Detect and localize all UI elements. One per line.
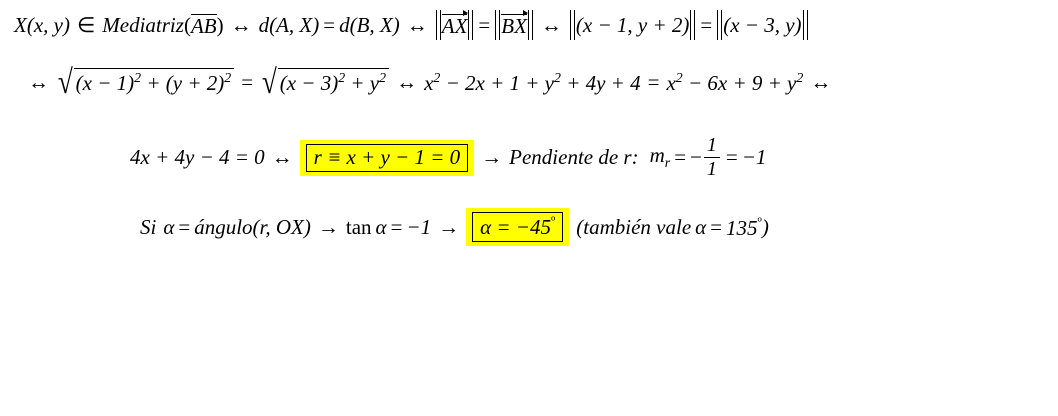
- slope-value: −1: [741, 145, 767, 169]
- arrow-line3: →: [481, 145, 503, 169]
- radicand-right: $(x - 3)^2 + y^2$: [278, 68, 389, 97]
- norm-bar-open-1: [435, 10, 442, 40]
- boxed-line-equation: r ≡ x + y − 1 = 0: [306, 144, 469, 172]
- paren-open: (: [183, 12, 191, 37]
- point-expression: X(x, y): [14, 12, 70, 37]
- distance-ax: d(A, X): [258, 12, 320, 37]
- radical-sign-icon: √: [57, 64, 73, 101]
- norm-bar-close-2: [527, 10, 534, 40]
- equals-1: =: [323, 12, 336, 37]
- iff-symbol-line3: ↔: [271, 145, 293, 169]
- tan-value: −1: [406, 214, 432, 239]
- norm-bar-open-3: [569, 10, 576, 40]
- slope-fraction: [704, 135, 720, 180]
- element-of-symbol: ∈: [76, 12, 96, 37]
- arrow-line4-1: →: [317, 214, 339, 239]
- tan-equals: =: [390, 214, 403, 239]
- fraction-numerator: 1: [706, 134, 717, 156]
- distance-bx: d(B, X): [339, 12, 400, 37]
- slope-equals-2: =: [725, 145, 738, 169]
- expanded-right: $x^2 - 6x + 9 + y^2$: [666, 70, 804, 96]
- equals-expanded: =: [647, 70, 660, 95]
- iff-symbol-start: ↔: [28, 70, 49, 95]
- tan-function: tan: [345, 214, 372, 239]
- highlight-alpha-result: [466, 208, 569, 246]
- note-value: $135^º$: [726, 214, 762, 240]
- arrow-line4-2: →: [438, 214, 460, 239]
- alpha-equals: =: [178, 214, 191, 239]
- note-equals: =: [710, 214, 723, 239]
- radical-sign-icon-2: √: [261, 64, 277, 101]
- radicand-left: $(x - 1)^2 + (y + 2)^2$: [74, 68, 235, 97]
- boxed-alpha-result: $\alpha = -45^º$: [472, 212, 563, 242]
- highlight-line-equation: [300, 140, 475, 176]
- components-ax: (x − 1, y + 2): [575, 12, 690, 37]
- fraction-denominator: 1: [704, 157, 720, 180]
- slope-symbol: $m_r$: [649, 142, 671, 171]
- slope-label: Pendiente de r:: [509, 145, 639, 169]
- note-close: ): [761, 214, 769, 239]
- norm-bar-open-2: [494, 10, 501, 40]
- equals-sqrt: =: [241, 70, 254, 95]
- mediatriz-label: Mediatriz: [102, 12, 184, 37]
- note-alpha: α: [695, 214, 707, 239]
- norm-bar-open-4: [716, 10, 723, 40]
- iff-symbol-2: ↔: [406, 12, 428, 37]
- alpha-symbol: α: [163, 214, 175, 239]
- paren-close: ): [216, 12, 224, 37]
- equation-line-4: [140, 208, 769, 246]
- equals-3: =: [700, 12, 713, 37]
- norm-bar-close-4: [802, 10, 809, 40]
- tan-alpha: α: [375, 214, 387, 239]
- iff-symbol-mid: ↔: [396, 70, 418, 95]
- norm-bar-close-3: [689, 10, 696, 40]
- components-bx: (x − 3, y): [723, 12, 802, 37]
- vector-bx: BX: [501, 13, 527, 38]
- segment-ab: AB: [190, 13, 217, 38]
- simplified-equation: 4x + 4y − 4 = 0: [130, 145, 265, 169]
- degree-symbol: º: [550, 214, 556, 229]
- si-keyword: Si: [140, 214, 157, 239]
- expanded-left: $x^2 - 2x + 1 + y^2 + 4y + 4$: [424, 70, 641, 96]
- norm-bar-close-1: [467, 10, 474, 40]
- iff-symbol-1: ↔: [230, 12, 252, 37]
- vector-ax: AX: [441, 13, 468, 38]
- iff-symbol-3: ↔: [540, 12, 562, 37]
- angle-definition: ángulo(r, OX): [194, 214, 311, 239]
- equals-2: =: [478, 12, 491, 37]
- iff-symbol-end: ↔: [810, 70, 832, 95]
- sqrt-right: [260, 64, 389, 101]
- equation-line-1: [14, 10, 809, 40]
- slope-minus-sign: −: [690, 145, 702, 169]
- note-open: (también vale: [576, 214, 692, 239]
- slope-subscript: r: [664, 155, 671, 171]
- note-degree-symbol: º: [757, 214, 762, 230]
- slope-equals: =: [674, 145, 687, 169]
- equation-line-2: [28, 64, 832, 101]
- sqrt-left: [56, 64, 234, 101]
- equation-line-3: [130, 135, 766, 180]
